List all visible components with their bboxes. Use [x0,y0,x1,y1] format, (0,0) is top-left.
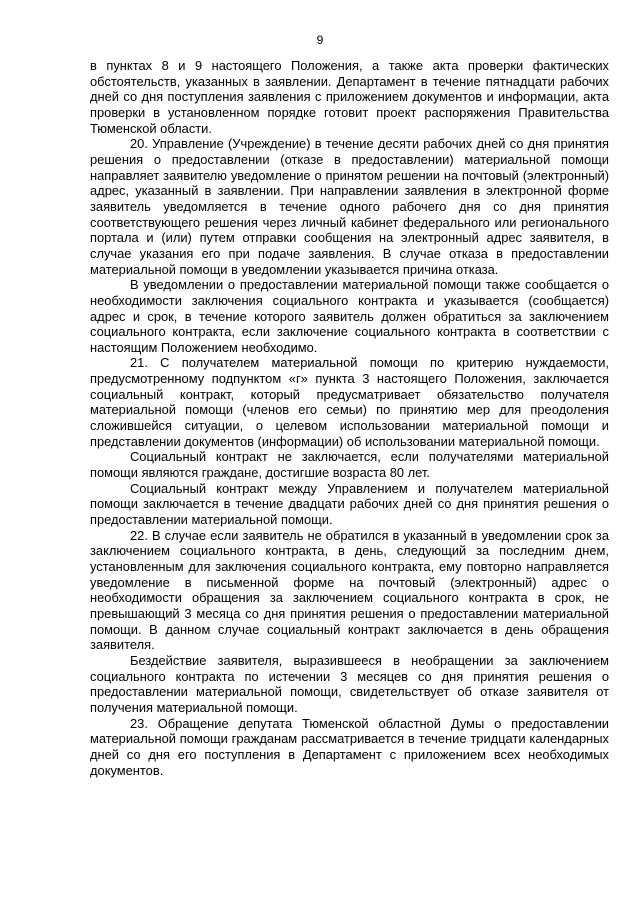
paragraph: Социальный контракт не заключается, если получателями материальной помощи являются граждане, достигшие возраста 80 лет. [90,449,609,481]
paragraph: 20. Управление (Учреждение) в течение десяти рабочих дней со дня принятия решения о предоставлении (отказе в предоставлении) материальной помощи направляет заявителю уведомление о принятом решении на почтовый (электронный) адрес, указанный в заявлении. При направлении заявления в электронной форме заявитель уведомляется в течение одного рабочего дня со дня принятия соответствующего решения через личный кабинет федерального или регионального портала и (или) путем отправки сообщения на электронный адрес заявителя, в случае указания его при подаче заявления. В случае отказа в предоставлении материальной помощи в уведомлении указывается причина отказа. [90,136,609,277]
paragraph: 23. Обращение депутата Тюменской областной Думы о предоставлении материальной помощи гражданам рассматривается в течение тридцати календарных дней со дня его поступления в Департамент с приложением всех необходимых документов. [90,715,609,778]
page-number: 9 [316,33,324,47]
paragraph: Социальный контракт между Управлением и получателем материальной помощи заключается в течение двадцати рабочих дней со дня принятия решения о предоставлении материальной помощи. [90,480,609,528]
paragraph: В уведомлении о предоставлении материальной помощи также сообщается о необходимости заключения социального контракта и указывается (сообщается) адрес и срок, в течение которого заявитель должен обратиться за заключением социального контракта, если заключение социального контракта в соответствии с настоящим Положением необходимо. [90,277,609,355]
paragraph: 22. В случае если заявитель не обратился в указанный в уведомлении срок за заключением социального контракта, в день, следующий за последним днем, установленным для заключения социального контракта, ему повторно направляется уведомление в письменной форме на почтовый (электронный) адрес о необходимости обращения за заключением социального контракта в срок, не превышающий 3 месяца со дня принятия решения о предоставлении материальной помощи. В данном случае социальный контракт заключается в день обращения заявителя. [90,527,609,653]
paragraph: 21. С получателем материальной помощи по критерию нуждаемости, предусмотренному подпунктом «г» пункта 3 настоящего Положения, заключается социальный контракт, который предусматривает обязательство получателя материальной помощи (членов его семьи) по принятию мер для преодоления сложившейся ситуации, о целевом использовании материальной помощи и представлении документов (информации) об использовании материальной помощи. [90,355,609,449]
paragraph: Бездействие заявителя, выразившееся в необращении за заключением социального контракта по истечении 3 месяцев со дня принятия решения о предоставлении материальной помощи, свидетельствует об отказе заявителя от получения материальной помощи. [90,652,609,715]
paragraph: в пунктах 8 и 9 настоящего Положения, а также акта проверки фактических обстоятельств, указанных в заявлении. Департамент в течение пятнадцати рабочих дней со дня поступления заявления с приложением документов и информации, акта проверки в установленном порядке готовит проект распоряжения Правительства Тюменской области. [90,58,609,136]
document-body [90,58,609,778]
